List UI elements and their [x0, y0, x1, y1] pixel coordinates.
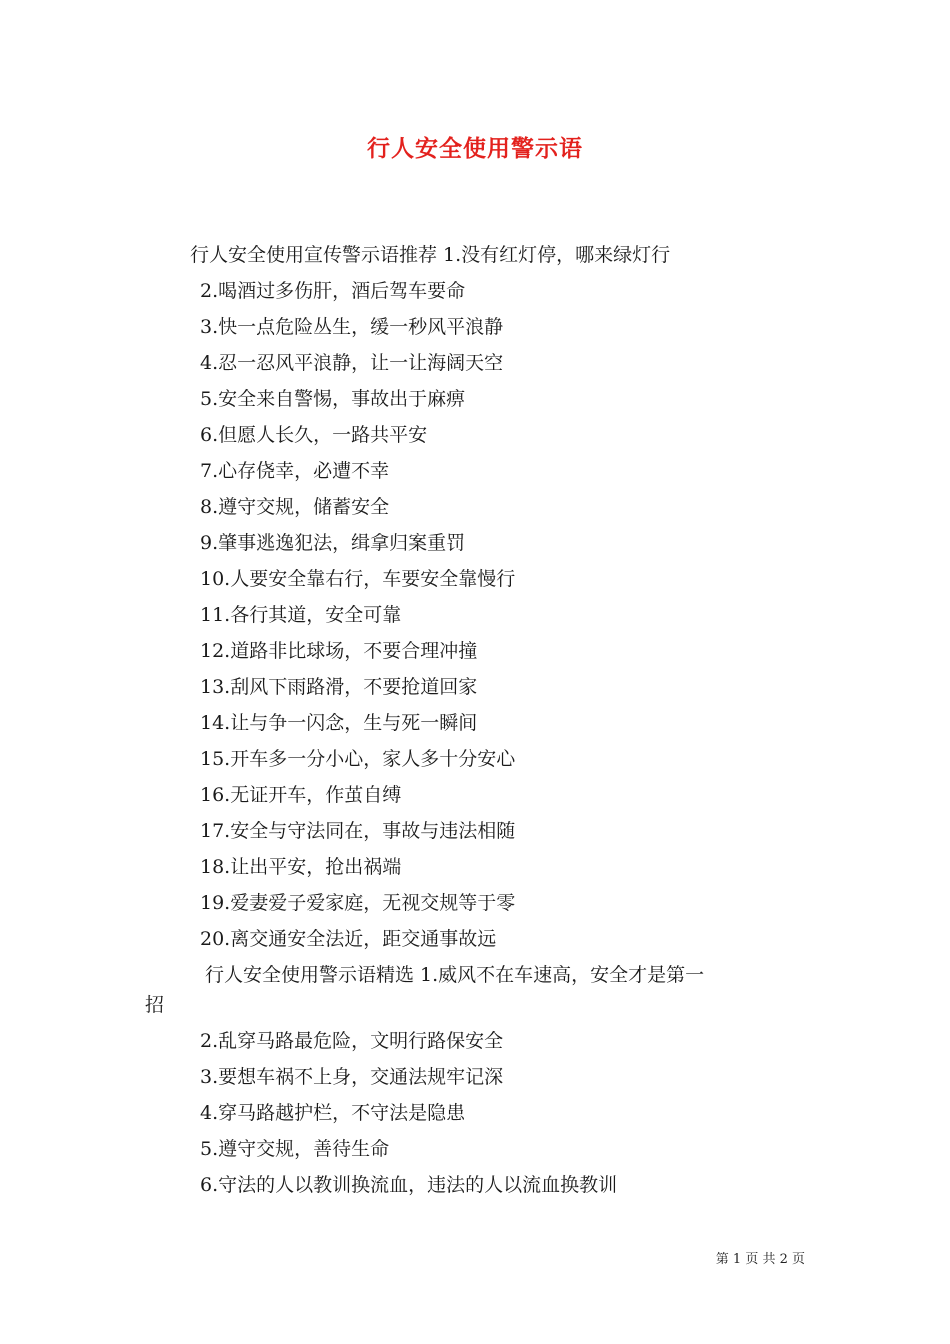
list-item: 3.要想车祸不上身，交通法规牢记深	[200, 1066, 504, 1088]
list-item: 5.安全来自警惕，事故出于麻痹	[200, 388, 466, 410]
list-item: 6.守法的人以教训换流血，违法的人以流血换教训	[200, 1174, 618, 1196]
section1-list	[145, 276, 815, 960]
list-item: 9.肇事逃逸犯法，缉拿归案重罚	[200, 532, 466, 554]
section2-intro-continuation: 招	[145, 994, 165, 1016]
section2-intro: 行人安全使用警示语精选 1.威风不在车速高，安全才是第一	[205, 964, 705, 986]
section2-list	[145, 1026, 815, 1206]
list-item: 11.各行其道，安全可靠	[200, 604, 402, 626]
list-item: 16.无证开车，作茧自缚	[200, 784, 402, 806]
list-item: 20.离交通安全法近，距交通事故远	[200, 928, 497, 950]
document-title: 行人安全使用警示语	[367, 135, 583, 162]
list-item: 2.喝酒过多伤肝，酒后驾车要命	[200, 280, 466, 302]
list-item: 13.刮风下雨路滑，不要抢道回家	[200, 676, 478, 698]
list-item: 15.开车多一分小心，家人多十分安心	[200, 748, 516, 770]
list-item: 18.让出平安，抢出祸端	[200, 856, 402, 878]
list-item: 4.忍一忍风平浪静，让一让海阔天空	[200, 352, 504, 374]
list-item: 7.心存侥幸，必遭不幸	[200, 460, 390, 482]
list-item: 19.爱妻爱子爱家庭，无视交规等于零	[200, 892, 516, 914]
list-item: 5.遵守交规，善待生命	[200, 1138, 390, 1160]
list-item: 12.道路非比球场，不要合理冲撞	[200, 640, 478, 662]
list-item: 6.但愿人长久，一路共平安	[200, 424, 428, 446]
document-body	[145, 240, 815, 1206]
page-number: 第 1 页 共 2 页	[715, 1252, 805, 1267]
list-item: 8.遵守交规，储蓄安全	[200, 496, 390, 518]
list-item: 4.穿马路越护栏，不守法是隐患	[200, 1102, 466, 1124]
section1-intro: 行人安全使用宣传警示语推荐 1.没有红灯停，哪来绿灯行	[190, 244, 671, 266]
list-item: 14.让与争一闪念，生与死一瞬间	[200, 712, 478, 734]
list-item: 2.乱穿马路最危险，文明行路保安全	[200, 1030, 504, 1052]
list-item: 10.人要安全靠右行，车要安全靠慢行	[200, 568, 516, 590]
list-item: 3.快一点危险丛生，缓一秒风平浪静	[200, 316, 504, 338]
list-item: 17.安全与守法同在，事故与违法相随	[200, 820, 516, 842]
